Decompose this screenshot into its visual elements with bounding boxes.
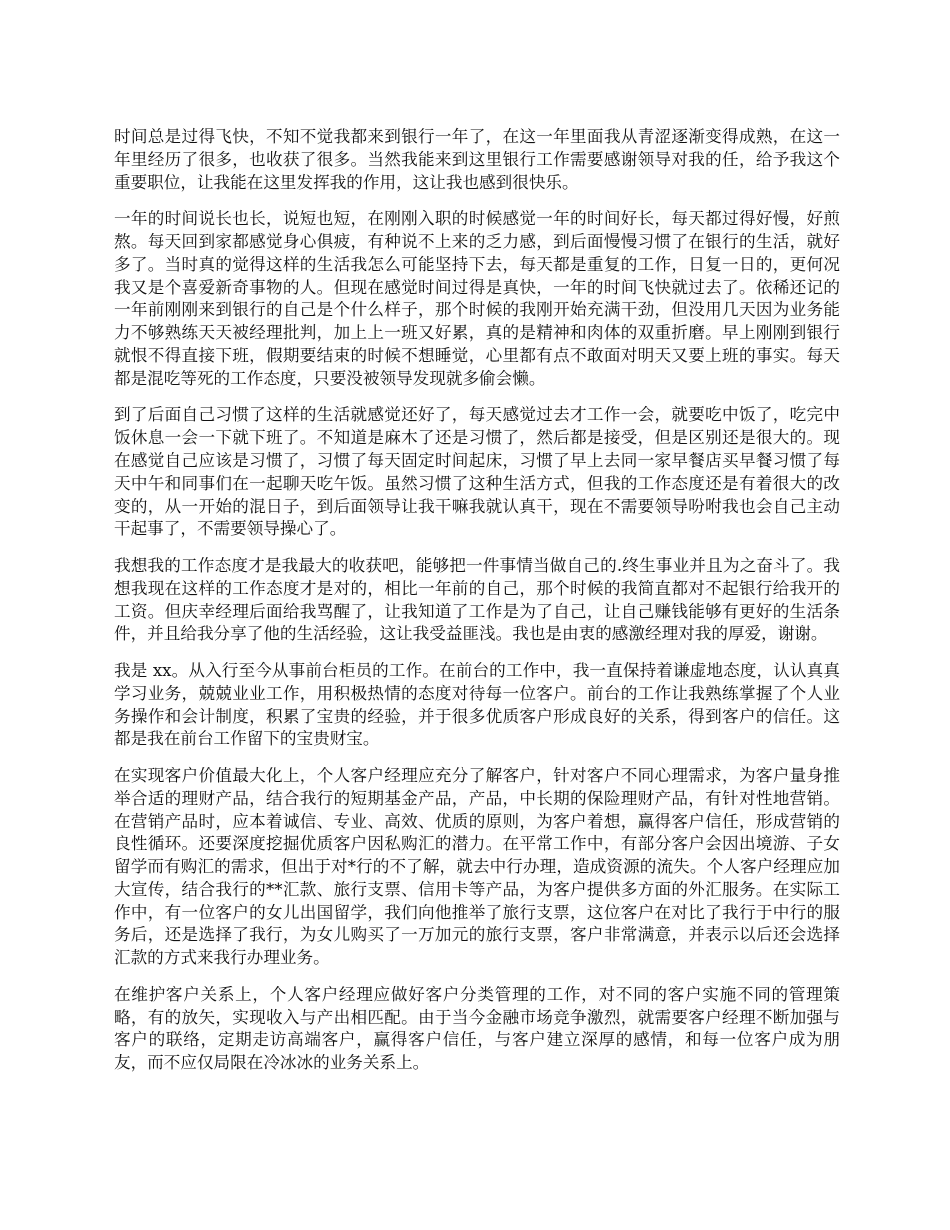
paragraph-5: 我是 xx。从入行至今从事前台柜员的工作。在前台的工作中，我一直保持着谦虚地态度，认认真真学习业务，兢兢业业工作，用积极热情的态度对待每一位客户。前台的工作让我熟练掌握了个人业务操作和会计制度，积累了宝贵的经验，并于很多优质客户形成良好的关系，得到客户的信任。这都是我在前台工作留下的宝贵财宝。 [114,660,840,749]
paragraph-2: 一年的时间说长也长，说短也短，在刚刚入职的时候感觉一年的时间好长，每天都过得好慢，好煎熬。每天回到家都感觉身心俱疲，有种说不上来的乏力感，到后面慢慢习惯了在银行的生活，就好多了。当时真的觉得这样的生活我怎么可能坚持下去，每天都是重复的工作，日复一日的，更何况我又是个喜爱新奇事物的人。但现在感觉时间过得是真快，一年的时间飞快就过去了。依稀还记的一年前刚刚来到银行的自己是个什么样子，那个时候的我刚开始充满干劲，但没用几天因为业务能力不够熟练天天被经理批判，加上上一班又好累，真的是精神和肉体的双重折磨。早上刚刚到银行就恨不得直接下班，假期要结束的时候不想睡觉，心里都有点不敢面对明天又要上班的事实。每天都是混吃等死的工作态度，只要没被领导发现就多偷会懒。 [114,209,840,388]
document-body [114,126,840,1089]
paragraph-6: 在实现客户价值最大化上，个人客户经理应充分了解客户，针对客户不同心理需求，为客户量身推举合适的理财产品，结合我行的短期基金产品，产品，中长期的保险理财产品，有针对性地营销。在营销产品时，应本着诚信、专业、高效、优质的原则，为客户着想，赢得客户信任，形成营销的良性循环。还要深度挖掘优质客户因私购汇的潜力。在平常工作中，有部分客户会因出境游、子女留学而有购汇的需求，但出于对*行的不了解，就去中行办理，造成资源的流失。个人客户经理应加大宣传，结合我行的**汇款、旅行支票、信用卡等产品，为客户提供多方面的外汇服务。在实际工作中，有一位客户的女儿出国留学，我们向他推举了旅行支票，这位客户在对比了我行于中行的服务后，还是选择了我行，为女儿购买了一万加元的旅行支票，客户非常满意，并表示以后还会选择汇款的方式来我行办理业务。 [114,765,840,968]
paragraph-3: 到了后面自己习惯了这样的生活就感觉还好了，每天感觉过去才工作一会，就要吃中饭了，吃完中饭休息一会一下就下班了。不知道是麻木了还是习惯了，然后都是接受，但是区别还是很大的。现在感觉自己应该是习惯了，习惯了每天固定时间起床，习惯了早上去同一家早餐店买早餐习惯了每天中午和同事们在一起聊天吃午饭。虽然习惯了这种生活方式，但我的工作态度还是有着很大的改变的，从一开始的混日子，到后面领导让我干嘛我就认真干，现在不需要领导吩咐我也会自己主动干起事了，不需要领导操心了。 [114,405,840,539]
paragraph-1: 时间总是过得飞快，不知不觉我都来到银行一年了，在这一年里面我从青涩逐渐变得成熟，在这一年里经历了很多，也收获了很多。当然我能来到这里银行工作需要感谢领导对我的任，给予我这个重要职位，让我能在这里发挥我的作用，这让我也感到很快乐。 [114,127,840,192]
paragraph-4: 我想我的工作态度才是我最大的收获吧，能够把一件事情当做自己的.终生事业并且为之奋斗了。我想我现在这样的工作态度才是对的，相比一年前的自己，那个时候的我简直都对不起银行给我开的工资。但庆幸经理后面给我骂醒了，让我知道了工作是为了自己，让自己赚钱能够有更好的生活条件，并且给我分享了他的生活经验，这让我受益匪浅。我也是由衷的感激经理对我的厚爱，谢谢。 [114,555,840,644]
paragraph-7: 在维护客户关系上，个人客户经理应做好客户分类管理的工作，对不同的客户实施不同的管理策略，有的放矢，实现收入与产出相匹配。由于当今金融市场竞争激烈，就需要客户经理不断加强与客户的联络，定期走访高端客户，赢得客户信任，与客户建立深厚的感情，和每一位客户成为朋友，而不应仅局限在冷冰冰的业务关系上。 [114,984,840,1073]
